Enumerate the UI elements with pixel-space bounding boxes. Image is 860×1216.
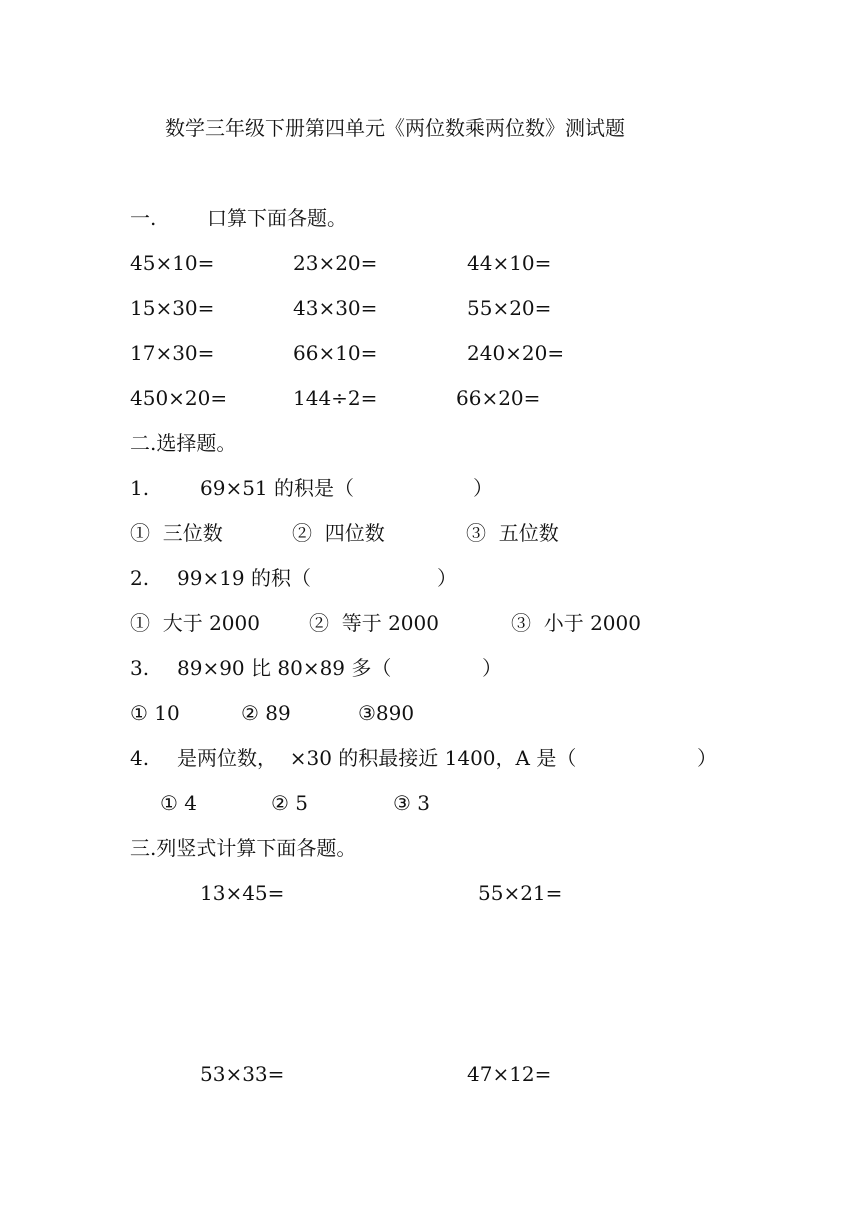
answer-blank-close: ） bbox=[473, 476, 493, 500]
mental-math-item: 43×30= bbox=[293, 296, 378, 320]
mental-math-item: 17×30= bbox=[130, 341, 215, 365]
choice-option: ③ 3 bbox=[393, 791, 431, 815]
question-text: 是两位数， ×30 的积最接近 1400，A 是（ bbox=[177, 746, 577, 770]
mental-math-item: 45×10= bbox=[130, 251, 215, 275]
question-number: 2. bbox=[130, 566, 150, 590]
choice-option: ③890 bbox=[358, 701, 415, 725]
choice-option: ① 4 bbox=[160, 791, 198, 815]
choice-option: ① 大于 2000 bbox=[130, 611, 260, 635]
vertical-calc-problem: 47×12= bbox=[467, 1062, 552, 1086]
answer-blank-close: ） bbox=[697, 746, 717, 770]
mental-math-item: 240×20= bbox=[467, 341, 565, 365]
question-number: 3. bbox=[130, 656, 150, 680]
question-text: 69×51 的积是（ bbox=[200, 476, 355, 500]
choice-option: ① 10 bbox=[130, 701, 180, 725]
mental-math-item: 66×20= bbox=[456, 386, 541, 410]
answer-blank-close: ） bbox=[437, 566, 457, 590]
section1-heading: 口算下面各题。 bbox=[207, 206, 347, 230]
page-title: 数学三年级下册第四单元《两位数乘两位数》测试题 bbox=[165, 116, 625, 140]
mental-math-item: 55×20= bbox=[467, 296, 552, 320]
question-number: 4. bbox=[130, 746, 150, 770]
mental-math-item: 44×10= bbox=[467, 251, 552, 275]
choice-option: ② 四位数 bbox=[292, 521, 385, 545]
mental-math-item: 66×10= bbox=[293, 341, 378, 365]
section1-heading-number: 一. bbox=[130, 206, 157, 230]
section2-heading: 二.选择题。 bbox=[130, 431, 237, 455]
choice-option: ① 三位数 bbox=[130, 521, 223, 545]
question-text: 89×90 比 80×89 多（ bbox=[177, 656, 392, 680]
answer-blank-close: ） bbox=[482, 656, 502, 680]
question-number: 1. bbox=[130, 476, 150, 500]
vertical-calc-problem: 13×45= bbox=[200, 881, 285, 905]
choice-option: ② 5 bbox=[271, 791, 309, 815]
choice-option: ③ 五位数 bbox=[466, 521, 559, 545]
choice-option: ③ 小于 2000 bbox=[511, 611, 641, 635]
question-text: 99×19 的积（ bbox=[177, 566, 312, 590]
choice-option: ② 等于 2000 bbox=[309, 611, 439, 635]
vertical-calc-problem: 53×33= bbox=[200, 1062, 285, 1086]
section3-heading: 三.列竖式计算下面各题。 bbox=[130, 836, 357, 860]
mental-math-item: 450×20= bbox=[130, 386, 228, 410]
mental-math-item: 144÷2= bbox=[293, 386, 378, 410]
vertical-calc-problem: 55×21= bbox=[478, 881, 563, 905]
mental-math-item: 23×20= bbox=[293, 251, 378, 275]
choice-option: ② 89 bbox=[241, 701, 291, 725]
mental-math-item: 15×30= bbox=[130, 296, 215, 320]
